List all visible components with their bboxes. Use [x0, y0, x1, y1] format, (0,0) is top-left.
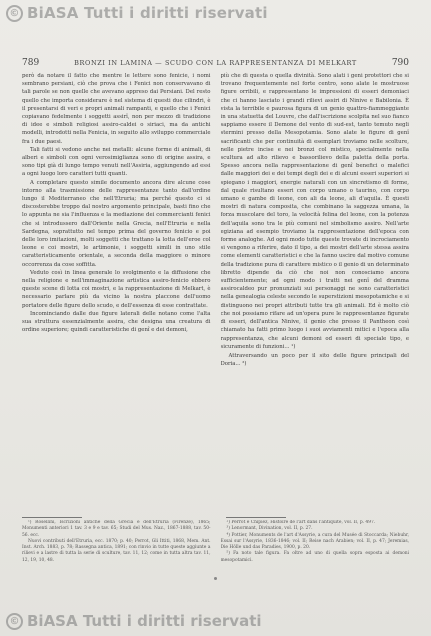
footnote-rule [22, 517, 82, 518]
watermark-text: BiASA Tutti i diritti riservati [27, 612, 262, 630]
footnotes-left [22, 520, 211, 568]
right-column [221, 72, 410, 517]
paragraph: Incominciando dalle due figure laterali delle notano come l'alta sua struttura essenzialmente assira, che designa una creatura di ordine superiore; quindi caratteristiche di genî e dei demoni, [22, 310, 211, 334]
paragraph: più che di questa o quella divinità. Sono alati i geni protettori che si trovano frequentemente nel forte centro, sono alate le mostruose figure orribili, e rappresentano le impressioni di esseri demoniaci che ci hanno lasciato i grandi rilievi assiri di Ninive e Babilonia. È vista la terribile e paurosa figura di un genio quattro-fiammeggiante in una statuetta del Louvre, che dall'iscrizione scolpita nel suo fianco sappiamo essere il Demone del vento di sud-est, tanto temuto negli stermini presso della Mesopotamia. Sono alate le figure di genî sacrificanti che per continuità di esemplari troviamo nelle scolture, nelle pietre incise e nei bronzi col mistico, specialmente nella scultura ad alto rilievo e bassorilievo della paletta della porta. Spesso ancora nella rappresentazione di genî benefici o malefici dalle maggiori dei e dei tempi degli dei e di alcuni esseri superiori si spiegano i maggiori, energie naturali con un sincretismo di forme, dal quale risultano esseri con corpo umano o taurino, con corpo umano e gambe di leone, con ali da leone, ali d'aquila. È questi mostri di natura composita, che combinano la saggezza umana, la forza muscolare del toro, la velocità felina del leone, con la potenza dell'aquila sono tra le più comuni nel simbolismo assiro. Nell'arte egiziana ad esempio troviamo la rappresentazione dell'epoca con forme analoghe. Ad ogni modo tutte queste trovate di incrociamento si vengono a riferire, dato il tipo, a dei mostri dell'arte stessa assira come elementi caratteristici e che la fanno uscire dal motivo comune della tradizione pura di carattere mistico o il genio di un determinato libretto dipende da ciò che noi non conosciamo ancora sufficientemente; ad ogni modo i tratti nei genî del dramma assirocaldeo pur pronunziati sui personaggi ne sono caratteristici nella genealogia celeste secondo le superstizioni mesopotamiche e si distinguono nei propri attributi tutte tra gli animali. Ed è molto ciò che noi possiamo rifare ad un'opera pure le rappresentanze figurate di esseri, dell'antica Ninive, il genio che presso il Pantheon così chiamato ha fatti primo luogo i suoi avviamenti mitici e l'epoca alla rappresentanza, che alcuni demoni od esseri di speciale tipo, e sicuramente di funzioni... ¹) [220, 73, 409, 350]
paragraph: però da notare il fatto che mentre le lettere sono fenicie, i nomi sembrano persiani, ciò che prova che i Fenici non conservavano di tali parole se non quelle che avevano appreso dai Persiani. Del resto quello che importa considerare è nel sistema di questi due cilindri, è il presentarsi di veri e propri animali rampanti, e quello che i Fenici copiavano fedelmente i soggetti assirî, non per mezzo di tradizione di idee e simboli religiosi assiro-caldei o siriaci, ma da antichi modelli, introdotti nella Fenicia, in seguito allo sviluppo commerciale fra i due paesi. [22, 73, 211, 145]
footnote: Nuovi contributi dell'Etruria, ecc. 1870; p. 40; Perrot, Gli Ittiti, 1868, Mem. Ant. Inst. Arch. 1883, p. 78; Rassegna antica, 1891; con rinvio in tutte queste aggiunte a rilievi e a lastre di tutta la serie di sculture, tav. 11, 12; come in tutta altra tav. 11, 12, 19, 10, 48. [22, 538, 211, 563]
ink-dot [214, 577, 217, 580]
footnote-rule [226, 517, 286, 518]
page-number-right: 790 [391, 58, 409, 68]
watermark-bottom [6, 612, 262, 630]
footnotes-right [221, 520, 410, 568]
body-columns [22, 72, 409, 517]
footnote: ²) Perrot e Chipiez, Histoire de l'art dans l'antiquité, vol. II, p. 497. [226, 520, 376, 525]
paragraph: Attraversando un poco per il sito delle figure principali del Doria... ²) [220, 352, 409, 368]
running-title: BRONZI IN LAMINA — SCUDO CON LA RAPPRESENTANZA DI MELKART [74, 59, 357, 67]
watermark-text: BiASA Tutti i diritti riservati [27, 4, 268, 22]
copyright-icon: © [6, 5, 23, 22]
footnote: ¹) Rosellini, Iscrizioni antiche della Grecia e dell'Etruria (Firenze), 1865; Monumenti anteriori 1 tav. 3 e 9 e tav. 65; Studi del Mus. Naz., 1867-1888, tav. 50-56. ecc. [22, 520, 211, 538]
watermark-top [6, 4, 268, 22]
footnote: ³) Lenormant, Divination, vol. II, p. 27. [226, 526, 313, 532]
footnote: ⁵) Fa noto tale figura. Fa oltre ad uno di quella sopra esposta ai demoni mesopotamici. [220, 551, 409, 563]
page-number-left: 789 [22, 58, 40, 68]
copyright-icon: © [6, 613, 23, 630]
left-column [22, 72, 211, 517]
paragraph: Tali fatti si vedono anche nei metalli: alcune forme di animali, di alberi e simboli con ogni verosimiglianza sono di origine assira, e sono tipi già di lungo tempo venuti nell'Assiria, aggiungendo ad essi a ogni luogo loro caratteri tutti quanti. [22, 146, 211, 178]
footnote: ⁴) Pottier, Monuments de l'art d'Assyrie, a cura del Musée di Stoccarda; Niebuhr, Essai sur l'Assyrie, 1836-1846; vol. II; Reise nach Arabien; vol. II, p. 47; Jeremias, Die Hölle und das Paradies, 1900, p. 20. [220, 532, 409, 551]
running-header [22, 58, 409, 68]
paragraph: A completare questo simile documento ancora dire alcune cose intorno alla trasmissione delle rappresentanze tanto dall'ordine lungo il Mediterraneo che nell'Etruria; ma perché questo ci si discosterebbe troppo dal nostro argomento principale, basti fino che lo appunta ne sia l'influenza e la mediazione dei commercianti fenici che si introdussero dall'Oriente nella Grecia, nell'Etruria e nella Sardegna, soprattutto nel tempo prima del governo fenicio e poi delle loro imitazioni, molti soggetti che trattano la lotta dell'eroe col leone e coi mostri, le artimonie, i soggetti simili in uno stile caratteristicamente orientale, a seconda della maggiore o minore occorrenza da cose soffitta. [22, 179, 211, 268]
footnotes [22, 520, 409, 568]
paragraph: Veduto così in linea generale lo svolgimento e la diffusione che nella religione e nell'immaginazione artistica assiro-fenicio ebbero queste scene di lotta coi mostri, e la rappresentazione di Melkart, è necessario parlare più da vicino la nostra placcone dell'uomo portatore delle figure dello scudo, e dell'essenza di esse contrattate. [22, 269, 211, 309]
